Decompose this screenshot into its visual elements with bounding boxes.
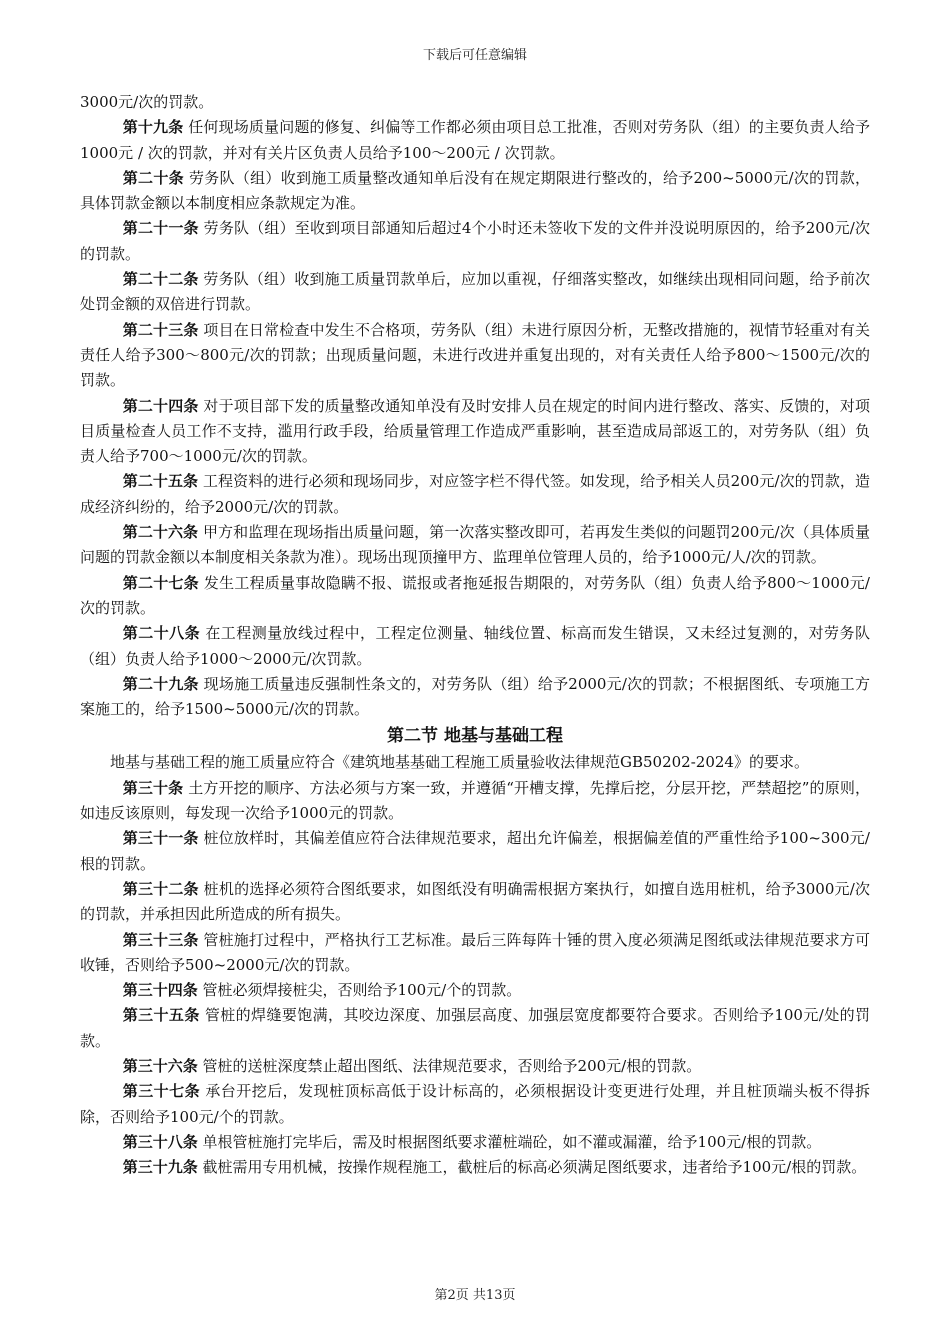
article-paragraph <box>80 826 870 877</box>
article-text: 现场施工质量违反强制性条文的，对劳务队（组）给予2000元/次的罚款；不根据图纸、专项施工方案施工的，给予1500~5000元/次的罚款。 <box>80 674 870 719</box>
article-paragraph <box>80 928 870 979</box>
article-paragraph <box>80 1003 870 1054</box>
article-paragraph <box>80 571 870 622</box>
section-title: 第二节 地基与基础工程 <box>387 726 563 747</box>
page-footer: 第2页 共13页 <box>434 1288 516 1303</box>
article-number: 第三十一条 <box>122 829 199 848</box>
article-paragraph <box>80 115 870 166</box>
article-paragraph <box>80 267 870 318</box>
article-number: 第三十三条 <box>122 930 199 949</box>
article-paragraph <box>80 1054 870 1079</box>
article-text: 劳务队（组）收到施工质量罚款单后，应加以重视，仔细落实整改，如继续出现相同问题，给予前次处罚金额的双倍进行罚款。 <box>80 270 870 314</box>
article-number: 第二十五条 <box>122 472 199 491</box>
article-number: 第三十六条 <box>122 1056 198 1075</box>
article-number: 第三十四条 <box>122 981 198 1000</box>
article-text: 管桩的送桩深度禁止超出图纸、法律规范要求，否则给予200元/根的罚款。 <box>197 1056 702 1075</box>
article-number: 第三十五条 <box>122 1006 200 1025</box>
article-number: 第二十二条 <box>122 270 199 289</box>
article-number: 第三十七条 <box>122 1082 201 1101</box>
article-number: 第二十八条 <box>122 624 201 643</box>
article-paragraph <box>80 166 870 217</box>
article-text: 甲方和监理在现场指出质量问题，第一次落实整改即可，若再发生类似的问题罚200元/次（具体质量问题的罚款金额以本制度相关条款为准）。现场出现顶撞甲方、监理单位管理人员的，给予1000元/人/次的罚款。 <box>80 523 870 567</box>
article-number: 第三十九条 <box>122 1158 198 1177</box>
article-text: 承台开挖后，发现桩顶标高低于设计标高的，必须根据设计变更进行处理，并且桩顶端头板不得拆除，否则给予100元/个的罚款。 <box>80 1082 870 1126</box>
article-paragraph <box>80 877 870 928</box>
article-list-2 <box>80 776 870 1181</box>
article-text: 劳务队（组）至收到项目部通知后超过4个小时还未签收下发的文件并没说明原因的，给予200元/次的罚款。 <box>80 219 870 263</box>
article-number: 第二十九条 <box>122 674 199 693</box>
article-number: 第二十条 <box>122 168 184 187</box>
article-number: 第二十一条 <box>122 219 199 238</box>
article-text: 工程资料的进行必须和现场同步，对应签字栏不得代签。如发现，给予相关人员200元/次的罚款，造成经济纠纷的，给予2000元/次的罚款。 <box>80 472 870 516</box>
article-number: 第二十七条 <box>122 573 199 592</box>
article-paragraph <box>80 1079 870 1130</box>
article-text: 项目在日常检查中发生不合格项，劳务队（组）未进行原因分析，无整改措施的，视情节轻重对有关责任人给予300～800元/次的罚款；出现质量问题，未进行改进并重复出现的，对有关责任人给予800～1500元/次的罚款。 <box>80 320 870 390</box>
article-text: 单根管桩施打完毕后，需及时根据图纸要求灌桩端砼，如不灌或漏灌，给予100元/根的罚款。 <box>197 1132 822 1151</box>
article-number: 第二十三条 <box>122 320 199 339</box>
continuation-text: 3000元/次的罚款。 <box>80 93 214 111</box>
article-text: 劳务队（组）收到施工质量整改通知单后没有在规定期限进行整改的，给予200~5000元/次的罚款，具体罚款金额以本制度相应条款规定为准。 <box>80 168 870 213</box>
article-text: 管桩必须焊接桩尖，否则给予100元/个的罚款。 <box>197 981 522 1000</box>
article-paragraph <box>80 318 870 394</box>
article-paragraph <box>80 1130 870 1155</box>
article-text: 发生工程质量事故隐瞒不报、谎报或者拖延报告期限的，对劳务队（组）负责人给予800～1000元/次的罚款。 <box>80 573 870 617</box>
article-paragraph <box>80 1155 870 1180</box>
article-paragraph <box>80 776 870 827</box>
article-text: 在工程测量放线过程中，工程定位测量、轴线位置、标高而发生错误，又未经过复测的，对劳务队（组）负责人给予1000～2000元/次罚款。 <box>80 624 870 668</box>
article-text: 截桩需用专用机械，按操作规程施工，截桩后的标高必须满足图纸要求，违者给予100元/根的罚款。 <box>197 1158 867 1177</box>
article-text: 土方开挖的顺序、方法必须与方案一致，并遵循“开槽支撑，先撑后挖，分层开挖，严禁超挖”的原则，如违反该原则，每发现一次给予1000元的罚款。 <box>80 778 870 823</box>
article-paragraph <box>80 621 870 672</box>
article-number: 第二十四条 <box>122 396 199 415</box>
article-paragraph <box>80 469 870 520</box>
page-header: 下载后可任意编辑 <box>422 48 527 63</box>
document-body <box>80 90 870 1180</box>
article-number: 第三十条 <box>122 778 184 797</box>
section-intro: 地基与基础工程的施工质量应符合《建筑地基基础工程施工质量验收法律规范GB50202-2024》的要求。 <box>110 753 809 772</box>
article-paragraph <box>80 394 870 470</box>
article-number: 第十九条 <box>122 118 184 137</box>
article-paragraph <box>80 216 870 267</box>
article-text: 桩位放样时，其偏差值应符合法律规范要求，超出允许偏差，根据偏差值的严重性给予100~300元/根的罚款。 <box>80 829 870 873</box>
article-text: 任何现场质量问题的修复、纠偏等工作都必须由项目总工批准，否则对劳务队（组）的主要负责人给予1000元 / 次的罚款，并对有关片区负责人员给予100～200元 / 次罚款。 <box>80 118 870 162</box>
article-paragraph <box>80 520 870 571</box>
article-list-1 <box>80 115 870 722</box>
article-text: 对于项目部下发的质量整改通知单没有及时安排人员在规定的时间内进行整改、落实、反馈的，对项目质量检查人员工作不支持，滥用行政手段，给质量管理工作造成严重影响，甚至造成局部返工的，对劳务队（组）负责人给予700～1000元/次的罚款。 <box>80 396 870 466</box>
article-paragraph <box>80 978 870 1003</box>
article-text: 管桩施打过程中，严格执行工艺标准。最后三阵每阵十锤的贯入度必须满足图纸或法律规范要求方可收锤，否则给予500~2000元/次的罚款。 <box>80 930 870 974</box>
article-number: 第二十六条 <box>122 523 199 542</box>
article-text: 管桩的焊缝要饱满，其咬边深度、加强层高度、加强层宽度都要符合要求。否则给予100元/处的罚款。 <box>80 1006 870 1050</box>
article-paragraph <box>80 672 870 723</box>
article-text: 桩机的选择必须符合图纸要求，如图纸没有明确需根据方案执行，如擅自选用桩机，给予3000元/次的罚款，并承担因此所造成的所有损失。 <box>80 879 870 924</box>
article-number: 第三十二条 <box>122 879 199 898</box>
article-number: 第三十八条 <box>122 1132 198 1151</box>
